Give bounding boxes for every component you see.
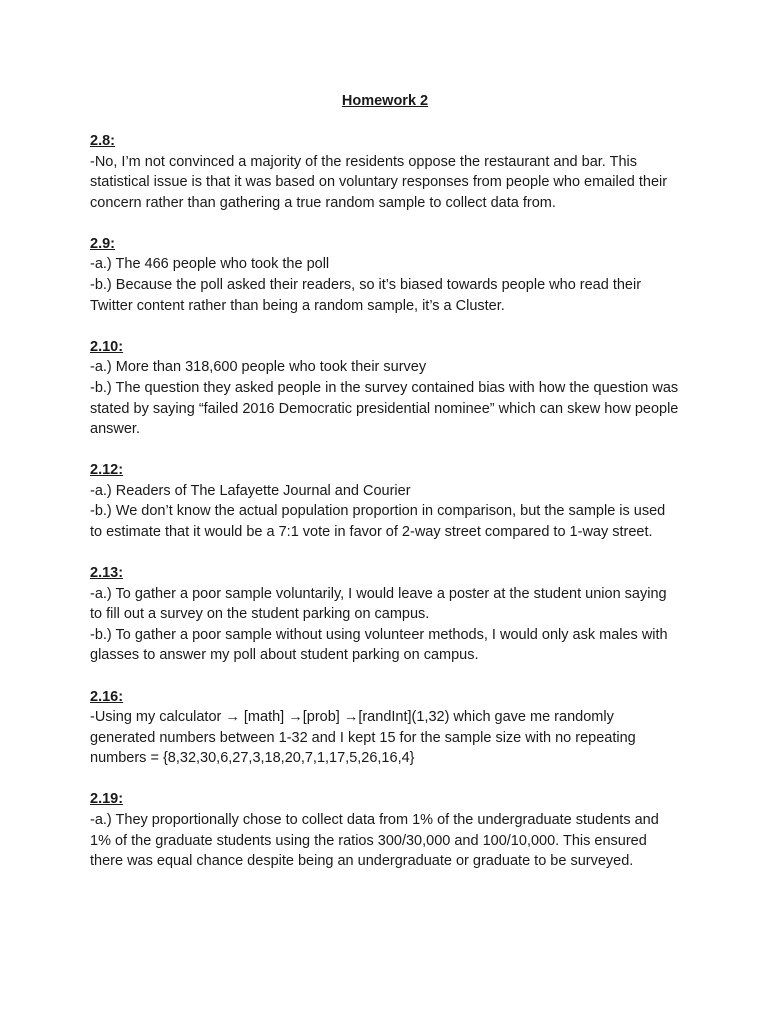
section-heading: 2.9: [90,235,115,252]
answer-text: -a.) They proportionally chose to collect data from 1% of the undergraduate students and 1% of the graduate students using the ratios 300/30,000 and 100/10,000. This ensured there was equal chance despite being an undergraduate or graduate to be surveyed. [90,812,659,870]
answer-text: -a.) More than 318,600 people who took their survey [90,359,427,376]
section-heading: 2.8: [90,133,115,149]
answer-text: -No, I’m not convinced a majority of the residents oppose the restaurant and bar. This statistical issue is that it was based on voluntary responses from people who emailed their concern rather than gathering a true random sample to collect data from. [90,153,668,211]
section-heading: 2.16: [90,688,124,705]
answer-text: -Using my calculator → [math] →[prob] →[randInt](1,32) which gave me randomly generated numbers between 1-32 and I kept 15 for the sample size with no repeating numbers = {8,32,30,6,27,3,18,20,7,1,17,5,26,16,4} [90,709,636,767]
answer-text: -a.) The 466 people who took the poll [90,256,330,273]
page-title: Homework 2 [341,93,429,109]
section-heading: 2.19: [90,791,124,808]
section-2-9 [90,234,680,316]
section-2-8 [90,131,680,213]
document-page [90,90,680,892]
section-2-12 [90,460,680,542]
section-2-19 [90,789,680,871]
answer-text: -a.) To gather a poor sample voluntarily, I would leave a poster at the student union saying to fill out a survey on the student parking on campus. [90,585,667,623]
answer-text: -b.) To gather a poor sample without using volunteer methods, I would only ask males with glasses to answer my poll about student parking on campus. [90,626,668,664]
answer-text: -a.) Readers of The Lafayette Journal and Courier [90,482,411,499]
section-heading: 2.13: [90,565,124,582]
section-2-13 [90,563,680,666]
section-heading: 2.10: [90,338,124,355]
answer-text: -b.) The question they asked people in the survey contained bias with how the question was stated by saying “failed 2016 Democratic presidential nominee” which can skew how people answer. [90,379,679,438]
answer-text: -b.) We don’t know the actual population proportion in comparison, but the sample is used to estimate that it would be a 7:1 vote in favor of 2-way street compared to 1-way street. [90,503,666,540]
answer-text: -b.) Because the poll asked their readers, so it’s biased towards people who read their Twitter content rather than being a random sample, it’s a Cluster. [90,277,642,314]
section-2-16 [90,687,680,769]
section-2-10 [90,337,680,440]
section-heading: 2.12: [90,462,124,479]
